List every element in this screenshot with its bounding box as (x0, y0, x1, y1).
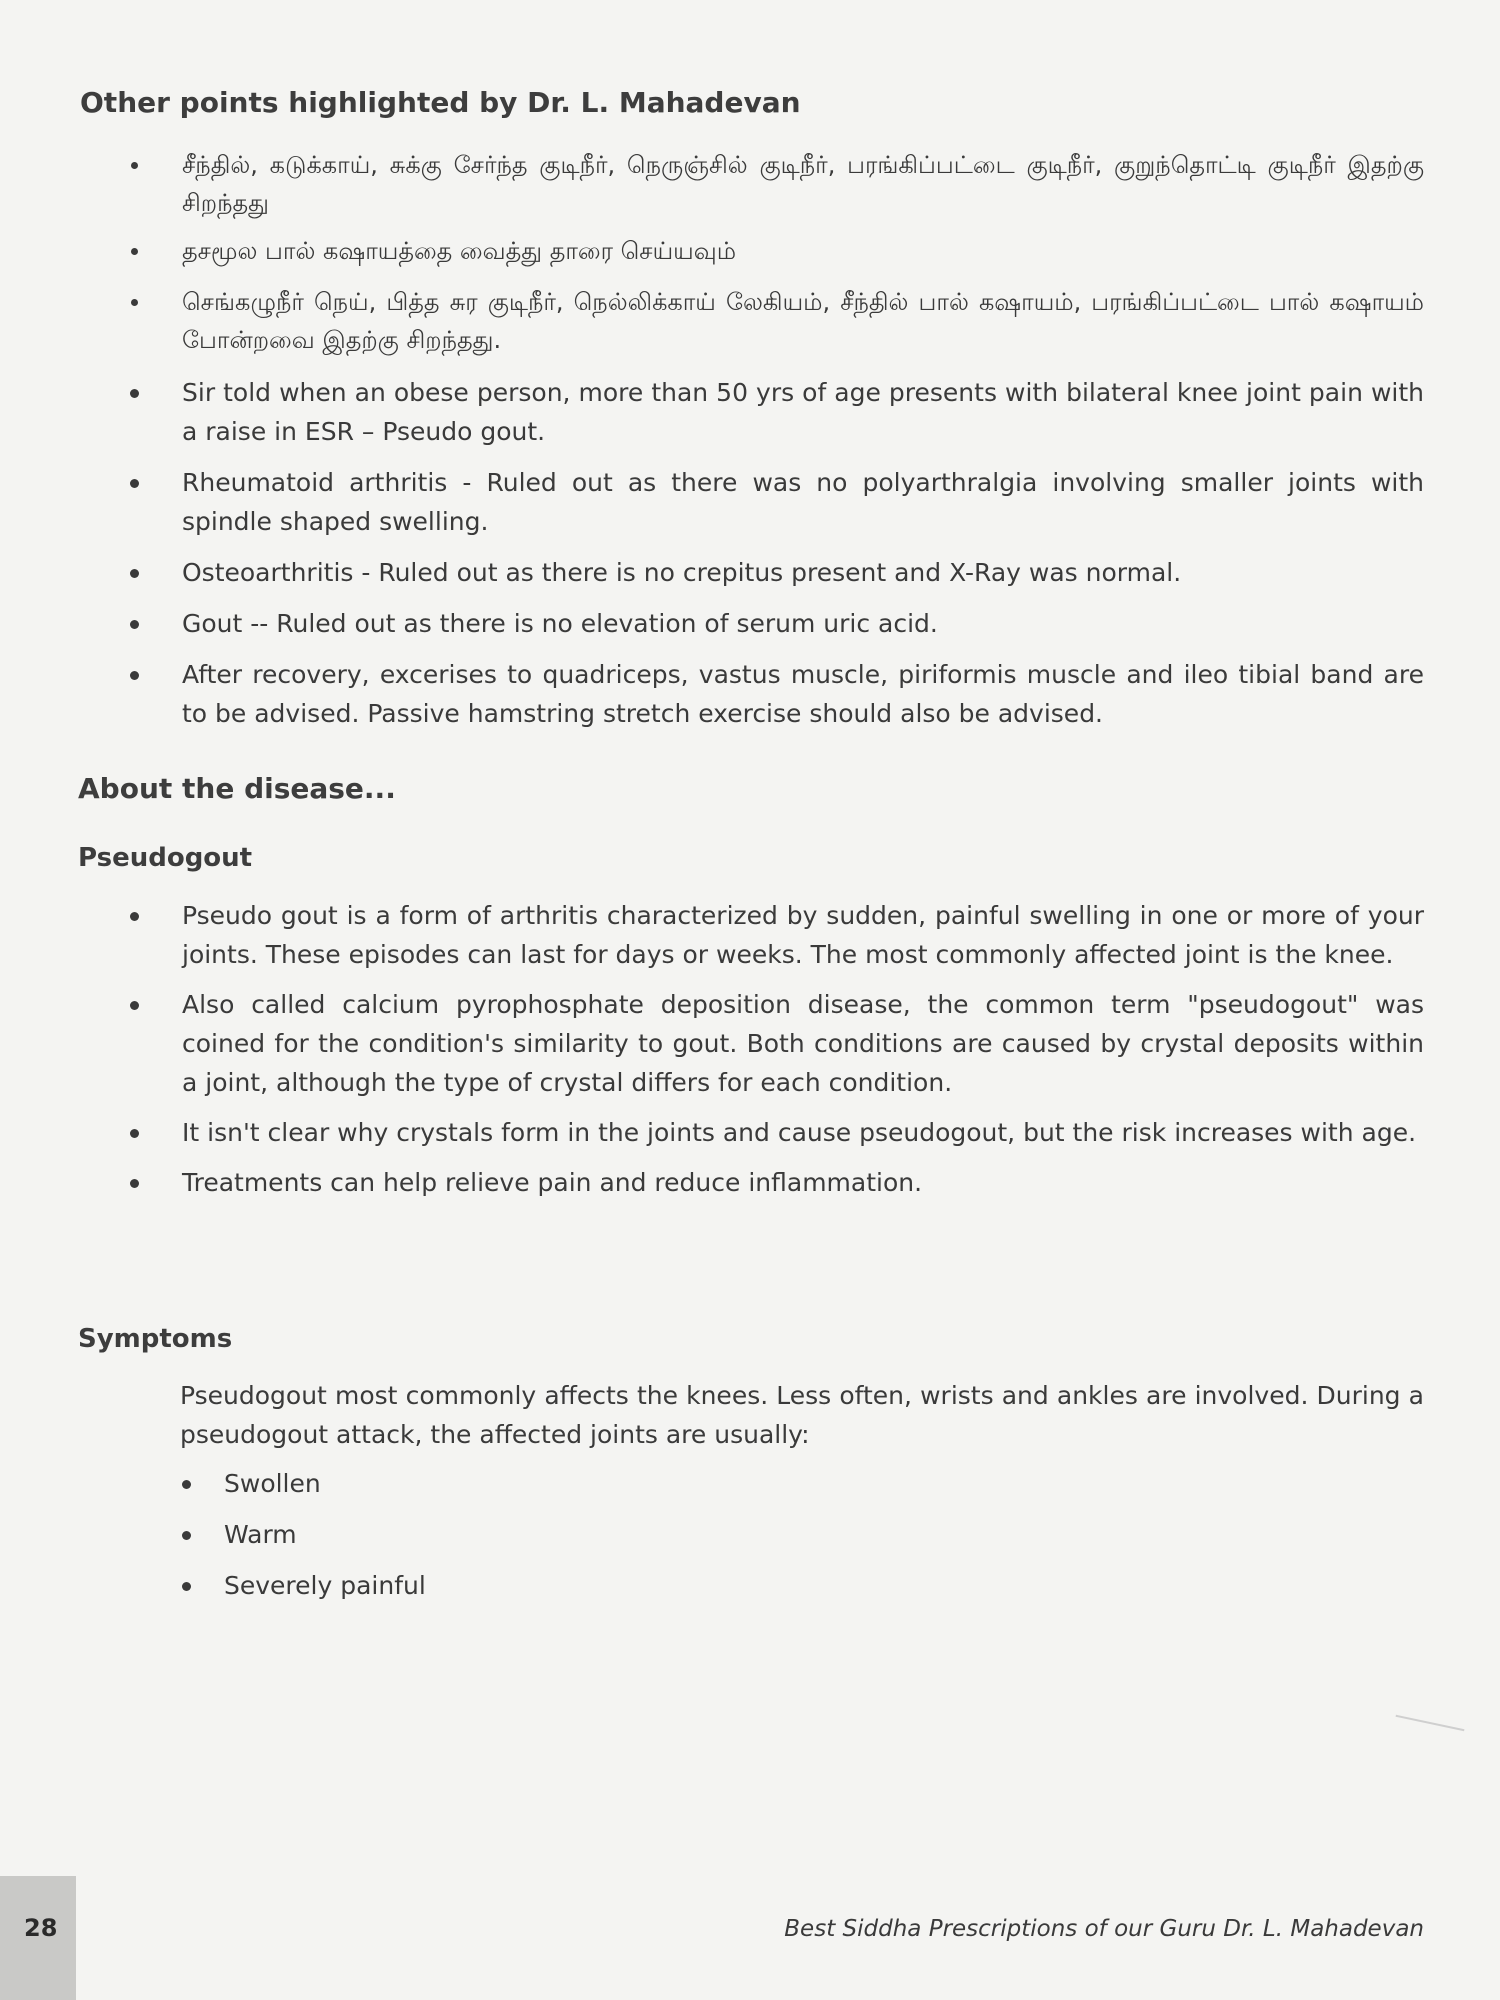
tamil-points-list (0, 146, 1500, 359)
list-item: Treatments can help relieve pain and reduce inflammation. (0, 1163, 1500, 1202)
list-item: Swollen (0, 1464, 1500, 1503)
list-item: Pseudo gout is a form of arthritis characterized by sudden, painful swelling in one or more of your joints. These episodes can last for days or weeks. The most commonly affected joint is the knee. (0, 896, 1500, 974)
list-item: சீந்தில், கடுக்காய், சுக்கு சேர்ந்த குடிநீர், நெருஞ்சில் குடிநீர், பரங்கிப்பட்டை குடிநீர், குறுந்தொட்டி குடிநீர் இதற்கு சிறந்தது (0, 146, 1500, 222)
heading-other-points: Other points highlighted by Dr. L. Mahadevan (80, 86, 801, 119)
list-item: Warm (0, 1515, 1500, 1554)
list-item: தசமூல பால் கஷாயத்தை வைத்து தாரை செய்யவும் (0, 232, 1500, 270)
list-item: Gout -- Ruled out as there is no elevation of serum uric acid. (0, 604, 1500, 643)
heading-about-disease: About the disease... (78, 772, 396, 805)
decorative-stroke (1396, 1715, 1465, 1732)
list-item: Also called calcium pyrophosphate deposition disease, the common term "pseudogout" was coined for the condition's similarity to gout. Both conditions are caused by crystal deposits within a joint, although the type of crystal differs for each condition. (0, 985, 1500, 1102)
points-list (0, 373, 1500, 733)
list-item: Severely painful (0, 1566, 1500, 1605)
list-item: செங்கழுநீர் நெய், பித்த சுர குடிநீர், நெல்லிக்காய் லேகியம், சீந்தில் பால் கஷாயம், பரங்கிப்பட்டை பால் கஷாயம் போன்றவை இதற்கு சிறந்தது. (0, 283, 1500, 359)
list-item: Osteoarthritis - Ruled out as there is no crepitus present and X-Ray was normal. (0, 553, 1500, 592)
list-item: Sir told when an obese person, more than 50 yrs of age presents with bilateral knee joint pain with a raise in ESR – Pseudo gout. (0, 373, 1500, 451)
list-item: After recovery, excerises to quadriceps, vastus muscle, piriformis muscle and ileo tibial band are to be advised. Passive hamstring stretch exercise should also be advised. (0, 655, 1500, 733)
footer-title: Best Siddha Prescriptions of our Guru Dr. L. Mahadevan (784, 1916, 1424, 1942)
page-number: 28 (24, 1914, 58, 1942)
symptoms-intro: Pseudogout most commonly affects the knees. Less often, wrists and ankles are involved. During a pseudogout attack, the affected joints are usually: (180, 1381, 1424, 1449)
symptoms-list (0, 1464, 1500, 1605)
pseudogout-list (0, 896, 1500, 1202)
list-item: It isn't clear why crystals form in the joints and cause pseudogout, but the risk increases with age. (0, 1113, 1500, 1152)
list-item: Rheumatoid arthritis - Ruled out as there was no polyarthralgia involving smaller joints with spindle shaped swelling. (0, 463, 1500, 541)
heading-pseudogout: Pseudogout (78, 843, 253, 873)
heading-symptoms: Symptoms (78, 1324, 233, 1354)
